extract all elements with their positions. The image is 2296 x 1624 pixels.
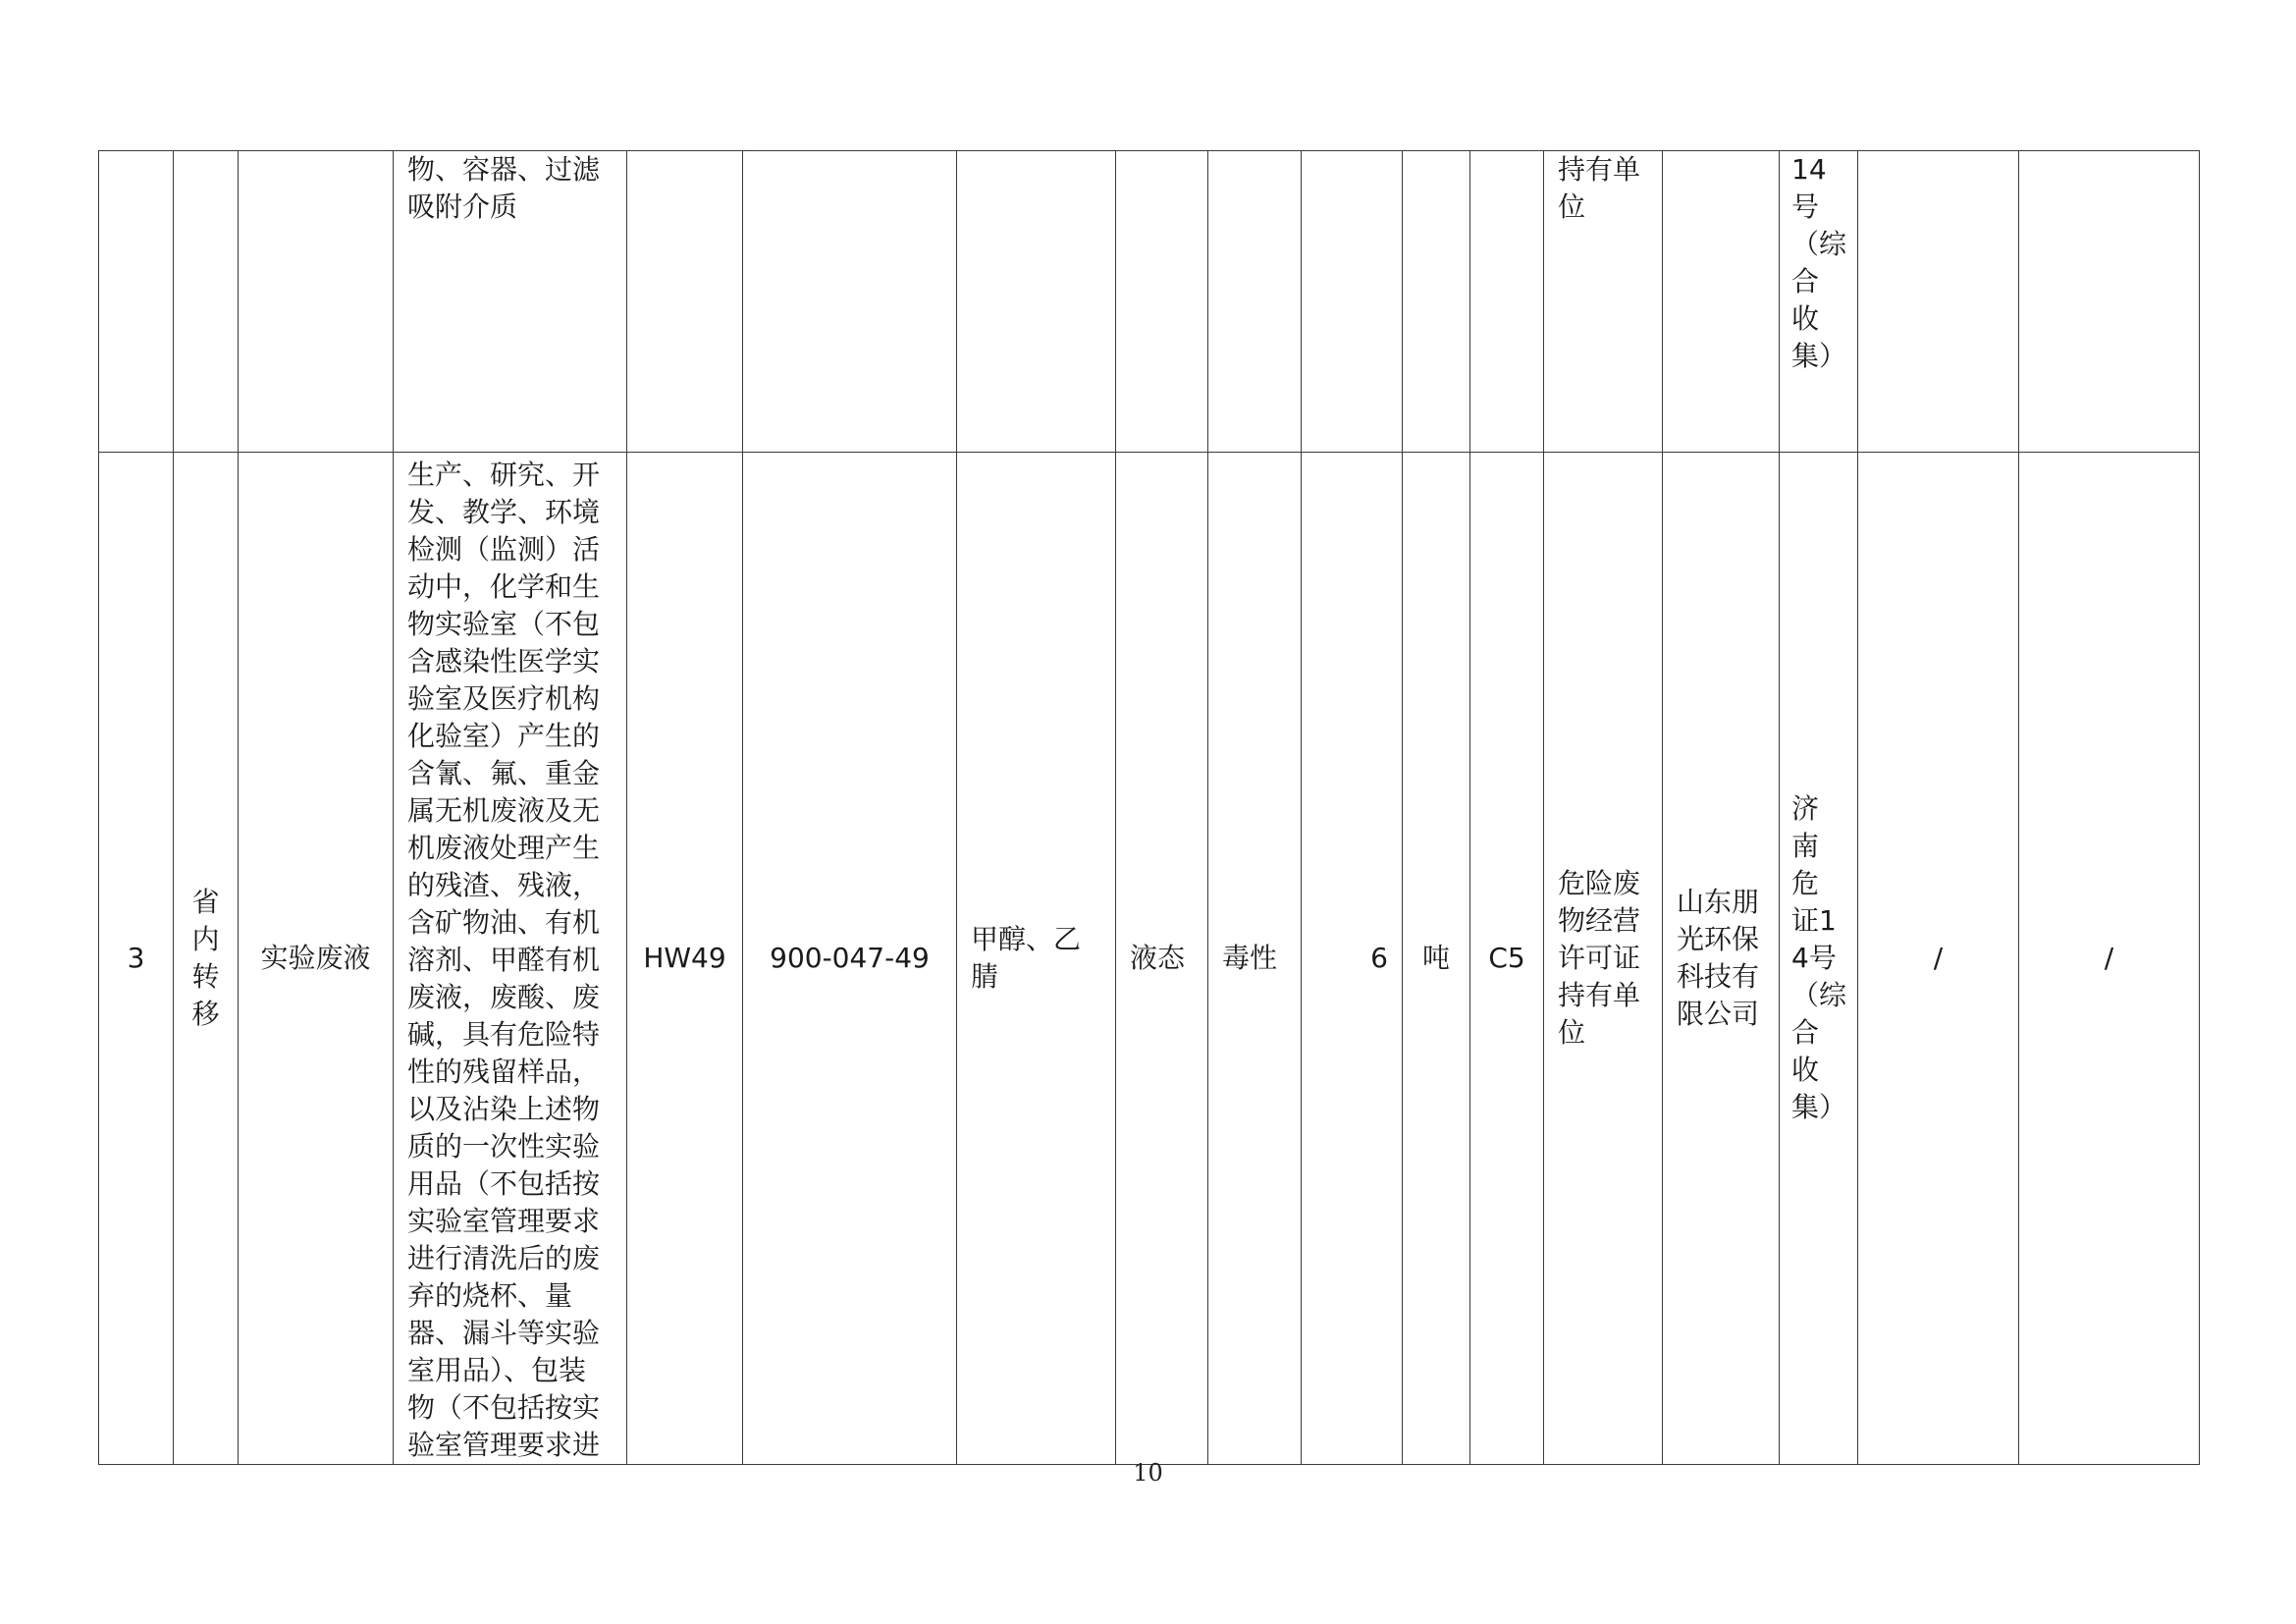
- cell-disposal-method: C5: [1470, 453, 1544, 1465]
- waste-transfer-table: [98, 150, 2200, 1465]
- cell-waste-name: [239, 151, 394, 453]
- cell-license: 14号（综合收集）: [1780, 151, 1858, 453]
- cell-waste-name: 实验废液: [239, 453, 394, 1465]
- cell-disposal-method: [1470, 151, 1544, 453]
- cell-components: 甲醇、乙腈: [957, 453, 1116, 1465]
- waste-transfer-table-page: [98, 150, 2199, 1465]
- cell-receiver-type: 持有单位: [1544, 151, 1663, 453]
- cell-components: [957, 151, 1116, 453]
- cell-col-15: [1858, 151, 2019, 453]
- cell-description: 物、容器、过滤吸附介质: [394, 151, 627, 453]
- cell-code: [743, 151, 957, 453]
- cell-form: 液态: [1116, 453, 1208, 1465]
- cell-unit: [1403, 151, 1470, 453]
- cell-hazard: 毒性: [1208, 453, 1302, 1465]
- table-row-3: [99, 453, 2200, 1465]
- cell-transfer-type: 省内转移: [174, 453, 239, 1465]
- cell-col-16: [2019, 151, 2200, 453]
- cell-category: HW49: [627, 453, 743, 1465]
- cell-transfer-type: [174, 151, 239, 453]
- cell-receiver-name: 山东朋光环保科技有限公司: [1663, 453, 1780, 1465]
- cell-col-16: /: [2019, 453, 2200, 1465]
- cell-category: [627, 151, 743, 453]
- cell-quantity: 6: [1302, 453, 1403, 1465]
- cell-description: 生产、研究、开发、教学、环境检测（监测）活动中，化学和生物实验室（不包含感染性医学实验室及医疗机构化验室）产生的含氰、氟、重金属无机废液及无机废液处理产生的残渣、残液，含矿物油、有机溶剂、甲醛有机废液，废酸、废碱，具有危险特性的残留样品，以及沾染上述物质的一次性实验用品（不包括按实验室管理要求进行清洗后的废弃的烧杯、量器、漏斗等实验室用品）、包装物（不包括按实验室管理要求进: [394, 453, 627, 1465]
- cell-receiver-type: 危险废物经营许可证持有单位: [1544, 453, 1663, 1465]
- cell-quantity: [1302, 151, 1403, 453]
- cell-index: [99, 151, 174, 453]
- cell-code: 900-047-49: [743, 453, 957, 1465]
- table-row-continued: [99, 151, 2200, 453]
- cell-form: [1116, 151, 1208, 453]
- cell-index: 3: [99, 453, 174, 1465]
- page-number: 10: [1133, 1459, 1163, 1487]
- cell-license: 济南危证14号（综合收集）: [1780, 453, 1858, 1465]
- cell-hazard: [1208, 151, 1302, 453]
- cell-unit: 吨: [1403, 453, 1470, 1465]
- cell-col-15: /: [1858, 453, 2019, 1465]
- cell-receiver-name: [1663, 151, 1780, 453]
